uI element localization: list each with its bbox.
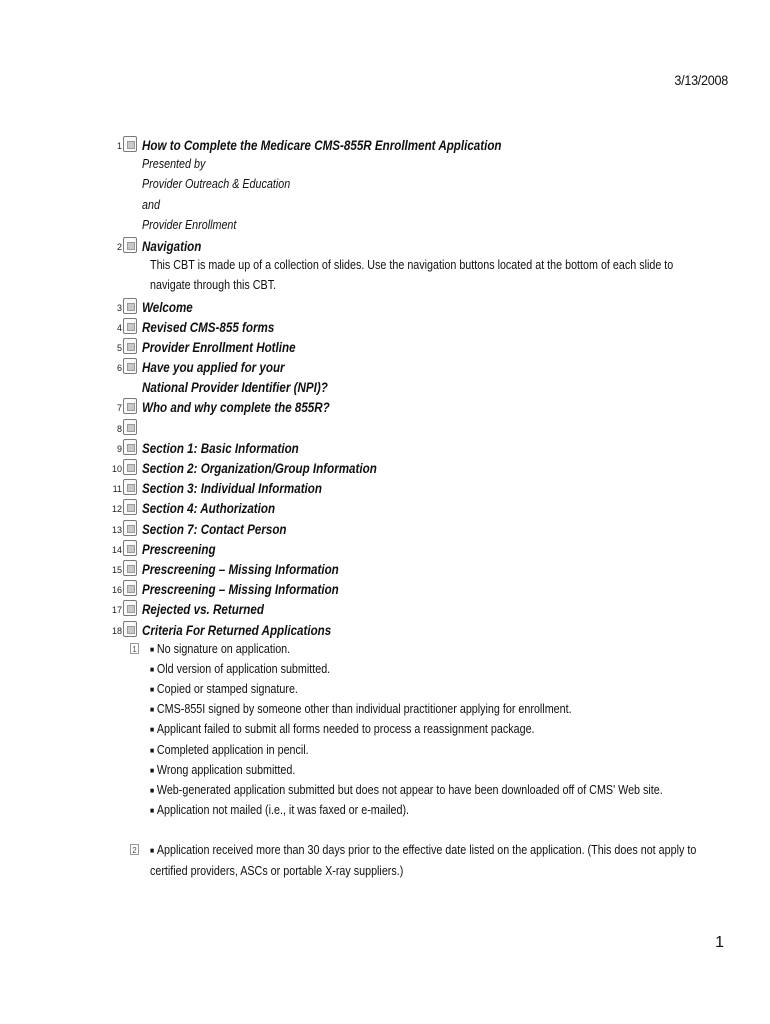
slide-title: Section 3: Individual Information bbox=[142, 481, 322, 497]
slide-thumbnail-icon[interactable] bbox=[123, 540, 137, 556]
bullet-icon: ■ bbox=[150, 806, 155, 816]
slide-number: 12 bbox=[111, 504, 122, 515]
bullet-icon: ■ bbox=[150, 685, 155, 695]
bullet-icon: ■ bbox=[150, 705, 155, 715]
page-number: 1 bbox=[715, 934, 724, 951]
slide-subtitle-line: Provider Outreach & Education bbox=[142, 177, 291, 192]
slide-outline bbox=[0, 135, 770, 882]
criteria-text: Wrong application submitted. bbox=[156, 762, 296, 777]
slide-number: 13 bbox=[111, 524, 122, 535]
list-item bbox=[0, 640, 770, 660]
bullet-icon: ■ bbox=[150, 765, 155, 775]
list-item bbox=[0, 841, 770, 861]
slide-entry bbox=[0, 337, 770, 357]
bullet-icon: ■ bbox=[150, 725, 155, 735]
slide-number: 10 bbox=[111, 464, 122, 474]
criteria-text: Web-generated application submitted but does not appear to have been downloaded off of CMS' Web site. bbox=[156, 783, 663, 797]
slide-entry bbox=[0, 620, 770, 640]
slide-thumbnail-icon[interactable] bbox=[123, 520, 137, 536]
slide-body-line: navigate through this CBT. bbox=[150, 278, 277, 293]
bullet-icon: ■ bbox=[150, 846, 155, 856]
list-item bbox=[0, 761, 770, 781]
criteria-text: Old version of application submitted. bbox=[156, 661, 331, 676]
slide-entry bbox=[0, 539, 770, 559]
slide-number: 4 bbox=[116, 322, 122, 333]
slide-entry bbox=[0, 458, 770, 478]
slide-subtitle-line: Provider Enrollment bbox=[142, 217, 237, 232]
criteria-text: Applicant failed to submit all forms needed to process a reassignment package. bbox=[156, 722, 535, 737]
slide-number: 1 bbox=[116, 141, 122, 151]
slide-title: Rejected vs. Returned bbox=[142, 602, 264, 618]
slide-title: Welcome bbox=[142, 299, 193, 315]
slide-entry bbox=[0, 418, 770, 438]
criteria-list bbox=[0, 841, 770, 881]
slide-thumbnail-icon[interactable] bbox=[123, 318, 137, 334]
slide-number: 17 bbox=[111, 605, 122, 616]
sub-item-marker: 2 bbox=[130, 844, 139, 855]
slide-body-line: This CBT is made up of a collection of slides. Use the navigation buttons located at the bottom of each slide to bbox=[150, 258, 674, 273]
list-item-continued bbox=[0, 862, 770, 882]
list-item bbox=[0, 801, 770, 821]
slide-number: 2 bbox=[116, 241, 122, 252]
slide-number: 15 bbox=[111, 564, 122, 575]
slide-entry bbox=[0, 438, 770, 458]
slide-title: How to Complete the Medicare CMS-855R Enrollment Application bbox=[142, 138, 502, 153]
slide-entry bbox=[0, 297, 770, 317]
slide-thumbnail-icon[interactable] bbox=[123, 439, 137, 455]
slide-entry bbox=[0, 397, 770, 417]
slide-thumbnail-icon[interactable] bbox=[123, 136, 137, 152]
slide-entry bbox=[0, 599, 770, 619]
slide-title-continued: National Provider Identifier (NPI)? bbox=[142, 380, 328, 396]
bullet-icon: ■ bbox=[150, 786, 155, 795]
slide-thumbnail-icon[interactable] bbox=[123, 338, 137, 354]
criteria-list bbox=[0, 640, 770, 822]
slide-number: 11 bbox=[112, 484, 122, 495]
slide-title: Who and why complete the 855R? bbox=[142, 400, 330, 416]
slide-entry bbox=[0, 478, 770, 498]
slide-entry bbox=[0, 357, 770, 397]
criteria-text: Completed application in pencil. bbox=[156, 742, 309, 757]
slide-title: Section 7: Contact Person bbox=[142, 521, 287, 537]
list-item bbox=[0, 781, 770, 801]
criteria-text: Application not mailed (i.e., it was faxed or e-mailed). bbox=[156, 803, 410, 818]
bullet-icon: ■ bbox=[150, 664, 155, 674]
slide-thumbnail-icon[interactable] bbox=[123, 580, 137, 596]
list-item bbox=[0, 680, 770, 700]
slide-title: Section 2: Organization/Group Information bbox=[142, 461, 377, 476]
bullet-icon: ■ bbox=[150, 644, 155, 654]
slide-thumbnail-icon[interactable] bbox=[123, 459, 137, 475]
slide-thumbnail-icon[interactable] bbox=[123, 499, 137, 515]
slide-title: Prescreening – Missing Information bbox=[142, 561, 339, 577]
slide-title: Navigation bbox=[142, 238, 202, 254]
bullet-icon: ■ bbox=[150, 745, 155, 755]
slide-thumbnail-icon[interactable] bbox=[123, 298, 137, 314]
slide-number: 16 bbox=[111, 585, 122, 596]
slide-thumbnail-icon[interactable] bbox=[123, 560, 137, 576]
slide-title: Provider Enrollment Hotline bbox=[142, 339, 296, 355]
slide-title: Have you applied for your bbox=[142, 360, 285, 376]
criteria-text: Application received more than 30 days prior to the effective date listed on the application. (This does not apply to bbox=[156, 843, 697, 858]
slide-number: 18 bbox=[111, 625, 122, 636]
slide-entry bbox=[0, 236, 770, 297]
slide-entry bbox=[0, 579, 770, 599]
slide-thumbnail-icon[interactable] bbox=[123, 237, 137, 253]
sub-item-marker: 1 bbox=[130, 643, 139, 654]
slide-thumbnail-icon[interactable] bbox=[123, 600, 137, 616]
criteria-text: CMS-855I signed by someone other than individual practitioner applying for enrollment. bbox=[156, 702, 572, 717]
criteria-text: certified providers, ASCs or portable X-ray suppliers.) bbox=[150, 863, 404, 878]
slide-thumbnail-icon[interactable] bbox=[123, 621, 137, 637]
list-item bbox=[0, 700, 770, 720]
criteria-text: No signature on application. bbox=[156, 641, 291, 656]
slide-thumbnail-icon[interactable] bbox=[123, 479, 137, 495]
slide-number: 6 bbox=[116, 363, 122, 374]
slide-thumbnail-icon[interactable] bbox=[123, 358, 137, 374]
slide-thumbnail-icon[interactable] bbox=[123, 398, 137, 414]
list-item bbox=[0, 720, 770, 740]
slide-entry bbox=[0, 519, 770, 539]
slide-title: Section 1: Basic Information bbox=[142, 440, 299, 456]
slide-number: 3 bbox=[116, 302, 122, 313]
slide-number: 9 bbox=[116, 443, 122, 454]
slide-entry bbox=[0, 135, 770, 236]
slide-subtitle-line: and bbox=[142, 197, 160, 212]
slide-subtitle-line: Presented by bbox=[142, 157, 206, 172]
slide-title: Criteria For Returned Applications bbox=[142, 622, 332, 638]
list-item bbox=[0, 741, 770, 761]
slide-title: Prescreening bbox=[142, 541, 216, 557]
slide-entry bbox=[0, 498, 770, 518]
list-item bbox=[0, 660, 770, 680]
slide-title: Revised CMS-855 forms bbox=[142, 319, 275, 335]
slide-entry bbox=[0, 559, 770, 579]
slide-title: Section 4: Authorization bbox=[142, 501, 276, 517]
criteria-text: Copied or stamped signature. bbox=[156, 682, 298, 697]
slide-number: 8 bbox=[116, 423, 122, 434]
document-date: 3/13/2008 bbox=[674, 72, 728, 88]
slide-entry bbox=[0, 317, 770, 337]
slide-number: 14 bbox=[111, 544, 122, 555]
slide-number: 7 bbox=[116, 403, 122, 414]
slide-title: Prescreening – Missing Information bbox=[142, 582, 339, 598]
slide-thumbnail-icon[interactable] bbox=[123, 419, 137, 435]
slide-number: 5 bbox=[116, 342, 122, 353]
